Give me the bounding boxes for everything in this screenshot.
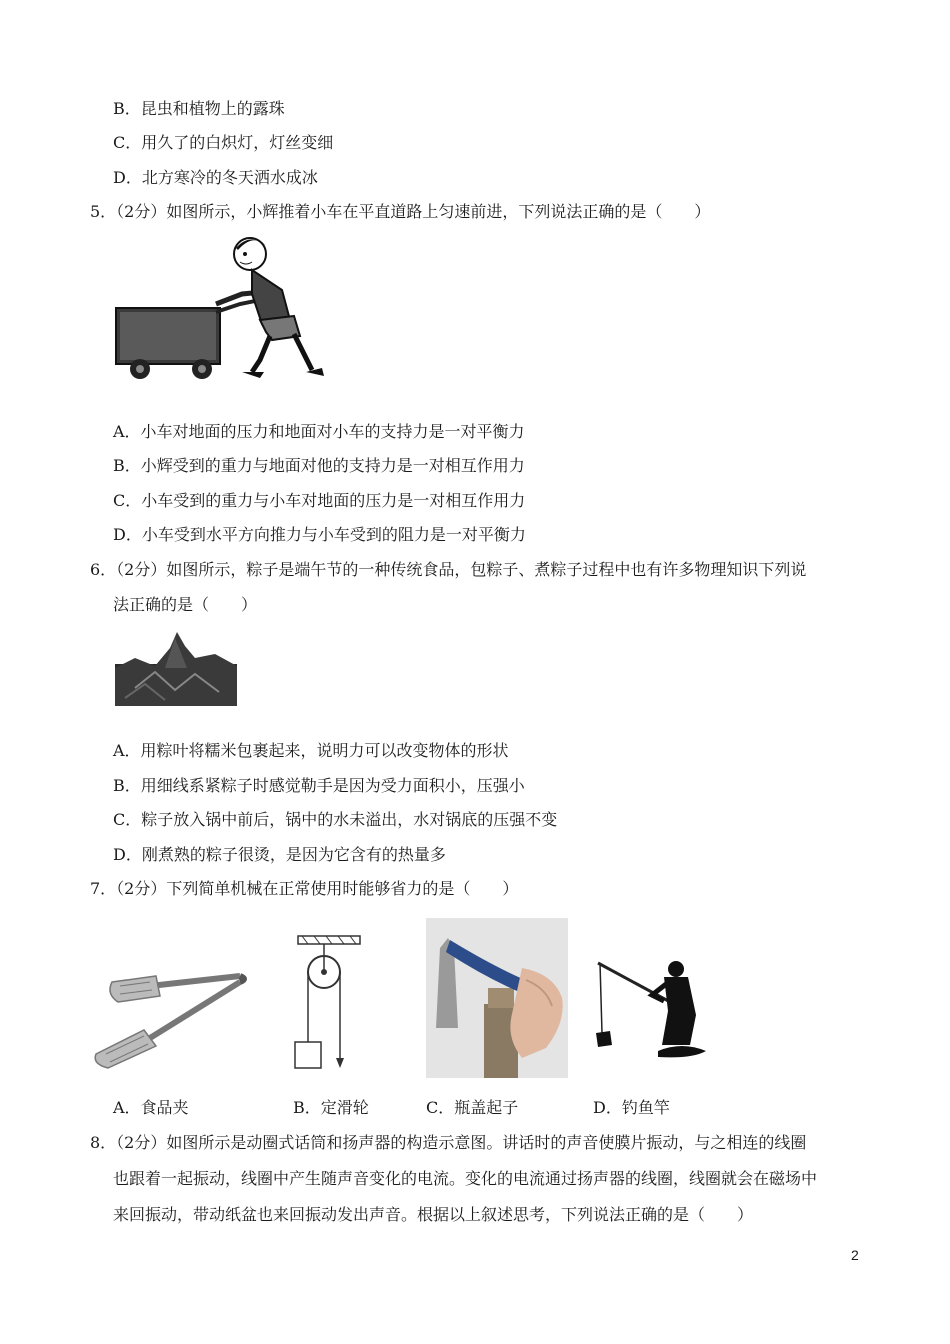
q6-stem-line1: 6．（2分）如图所示，粽子是端午节的一种传统食品，包粽子、煮粽子过程中也有许多物理知识下列说 [90,560,807,579]
q4-option-c: C．用久了的白炽灯，灯丝变细 [113,133,334,152]
q5-option-d: D．小车受到水平方向推力与小车受到的阻力是一对平衡力 [113,525,526,544]
q6-option-c: C．粽子放入锅中前后，锅中的水未溢出，水对锅底的压强不变 [113,810,558,829]
q4-option-b: B．昆虫和植物上的露珠 [113,99,285,118]
q7-caption-d: D．钓鱼竿 [593,1098,670,1117]
q7-stem: 7．（2分）下列简单机械在正常使用时能够省力的是（ ） [90,879,519,898]
q7-figure-food-tongs [90,968,248,1078]
q6-figure-zongzi [115,628,237,706]
q7-figure-fixed-pulley [292,934,364,1074]
q8-stem-line1: 8．（2分）如图所示是动圈式话筒和扬声器的构造示意图。讲话时的声音使膜片振动，与之相连的线圈 [90,1133,807,1152]
q6-option-b: B．用细线系紧粽子时感觉勒手是因为受力面积小，压强小 [113,776,525,795]
q8-stem-line2: 也跟着一起振动，线圈中产生随声音变化的电流。变化的电流通过扬声器的线圈，线圈就会在磁场中 [113,1169,818,1188]
q6-option-a: A．用粽叶将糯米包裹起来，说明力可以改变物体的形状 [113,741,509,760]
q5-figure-boy-pushing-cart [112,232,330,384]
q4-option-d: D．北方寒冷的冬天洒水成冰 [113,168,318,187]
q7-figure-fishing-rod [592,955,710,1065]
q5-option-c: C．小车受到的重力与小车对地面的压力是一对相互作用力 [113,491,526,510]
q6-stem-line2: 法正确的是（ ） [113,595,258,614]
q5-option-a: A．小车对地面的压力和地面对小车的支持力是一对平衡力 [113,422,525,441]
q7-caption-b: B．定滑轮 [293,1098,369,1117]
q7-caption-a: A．食品夹 [113,1098,189,1117]
q8-stem-line3: 来回振动，带动纸盆也来回振动发出声音。根据以上叙述思考，下列说法正确的是（ ） [113,1205,754,1224]
q7-caption-c: C．瓶盖起子 [426,1098,519,1117]
page-number: 2 [851,1247,859,1263]
q5-stem: 5．（2分）如图所示，小辉推着小车在平直道路上匀速前进，下列说法正确的是（ ） [90,202,711,221]
q5-option-b: B．小辉受到的重力与地面对他的支持力是一对相互作用力 [113,456,525,475]
q6-option-d: D．刚煮熟的粽子很烫，是因为它含有的热量多 [113,845,446,864]
q7-figure-bottle-opener [426,918,568,1078]
